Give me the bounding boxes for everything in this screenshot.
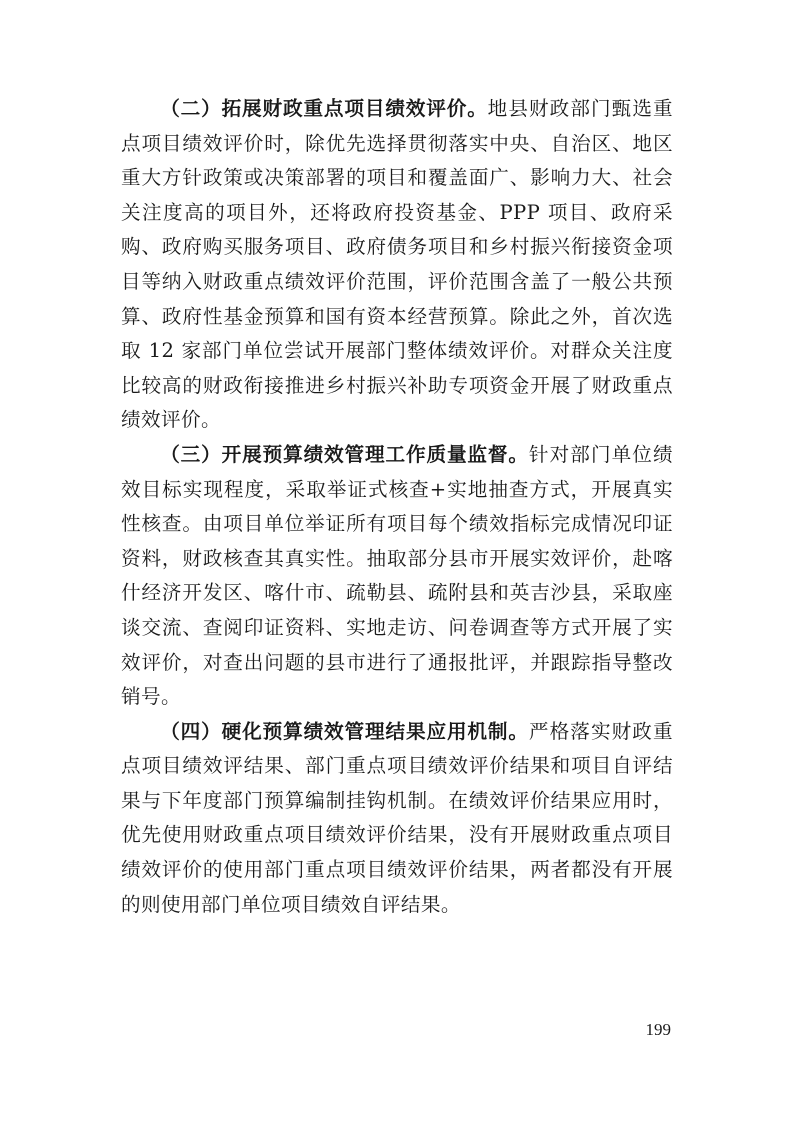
paragraph-result-application [121, 715, 673, 923]
page-number: 199 [645, 1020, 671, 1039]
body-text [121, 92, 673, 922]
paragraph-expand-key-project-evaluation [121, 92, 673, 438]
paragraph-text: 严格落实财政重点项目绩效评结果、部门重点项目绩效评价结果和项目自评结果与下年度部门预算编制挂钩机制。在绩效评价结果应用时，优先使用财政重点项目绩效评价结果，没有开展财政重点项目绩效评价的使用部门重点项目绩效评价结果，两者都没有开展的则使用部门单位项目绩效自评结果。 [121, 719, 673, 916]
paragraph-text: 针对部门单位绩效目标实现程度，采取举证式核查+实地抽查方式，开展真实性核查。由项目单位举证所有项目每个绩效指标完成情况印证资料，财政核查其真实性。抽取部分县市开展实效评价，赴喀什经济开发区、喀什市、疏勒县、疏附县和英吉沙县，采取座谈交流、查阅印证资料、实地走访、问卷调查等方式开展了实效评价，对查出问题的县市进行了通报批评，并跟踪指导整改销号。 [121, 442, 673, 709]
paragraph-text: 地县财政部门甄选重点项目绩效评价时，除优先选择贯彻落实中央、自治区、地区重大方针政策或决策部署的项目和覆盖面广、影响力大、社会关注度高的项目外，还将政府投资基金、PPP 项目、政府采购、政府购买服务项目、政府债务项目和乡村振兴衔接资金项目等纳入财政重点绩效评价范围，评价范围含盖了一般公共预算、政府性基金预算和国有资本经营预算。除此之外，首次选取 12 家部门单位尝试开展部门整体绩效评价。对群众关注度比较高的财政衔接推进乡村振兴补助专项资金开展了财政重点绩效评价。 [121, 97, 674, 432]
section-heading-2: （二）拓展财政重点项目绩效评价。 [160, 97, 488, 120]
paragraph-quality-supervision [121, 438, 673, 715]
section-heading-4: （四）硬化预算绩效管理结果应用机制。 [160, 719, 529, 743]
section-heading-3: （三）开展预算绩效管理工作质量监督。 [160, 442, 529, 466]
